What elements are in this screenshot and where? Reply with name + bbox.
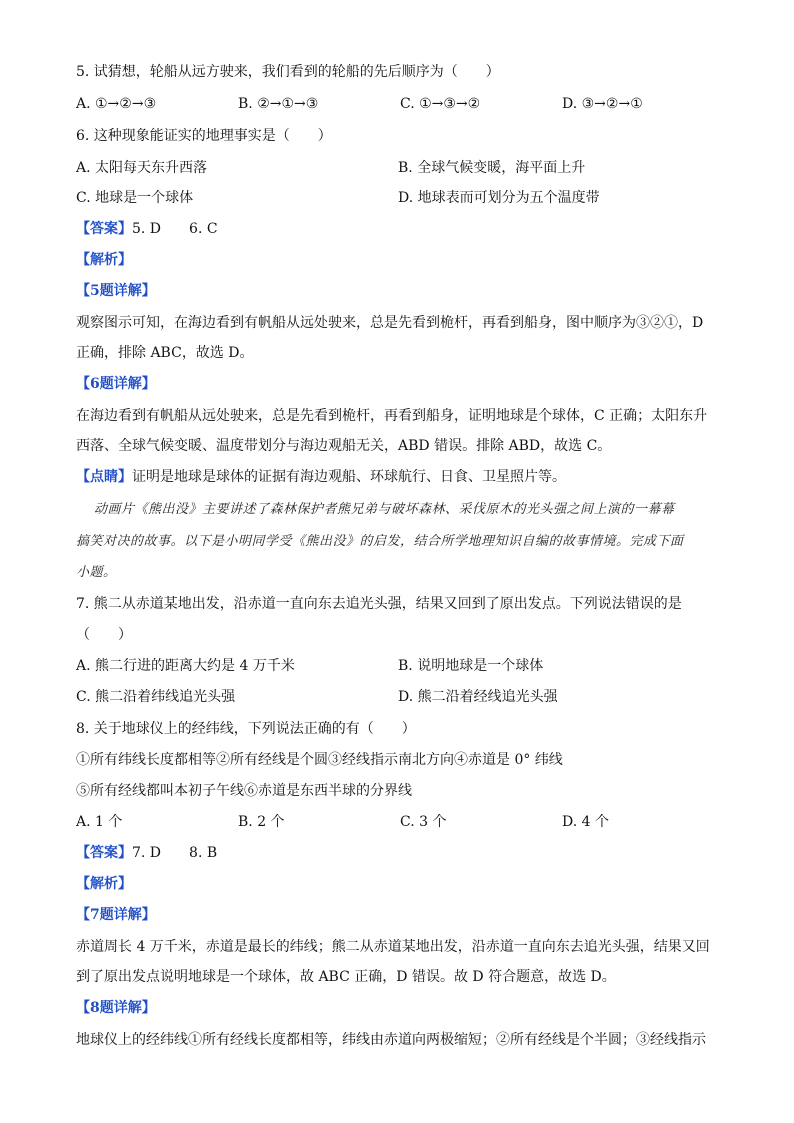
- answer-block-2: [76, 843, 217, 863]
- detail-6-line-2: 西落、全球气候变暖、温度带划分与海边观船无关，ABD 错误。排除 ABD，故选 C。: [76, 438, 612, 454]
- question-5-option-c: C. ①→③→②: [400, 96, 481, 112]
- tip-block: [76, 467, 566, 487]
- question-5-option-b: B. ②→①→③: [238, 96, 319, 112]
- answer-value: 7. D 8. B: [132, 845, 218, 861]
- detail-5-label: 【5题详解】: [76, 283, 156, 299]
- question-5-option-d: D. ③→②→①: [562, 96, 643, 112]
- answer-label: 【答案】: [76, 221, 132, 237]
- question-7-stem-line-1: 7. 熊二从赤道某地出发，沿赤道一直向东去追光头强，结果又回到了原出发点。下列说法错误的是: [76, 596, 682, 612]
- analysis-label: 【解析】: [76, 252, 132, 268]
- question-8-option-d: D. 4 个: [562, 814, 609, 830]
- question-6-option-a: A. 太阳每天东升西落: [76, 160, 208, 176]
- detail-8-line-1: 地球仪上的经纬线①所有经线长度都相等，纬线由赤道向两极缩短；②所有经线是个半圆；③经线指示: [76, 1032, 706, 1048]
- question-7-option-d: D. 熊二沿着经线追光头强: [398, 689, 558, 705]
- answer-value: 5. D 6. C: [132, 221, 218, 237]
- detail-8-label: 【8题详解】: [76, 1000, 156, 1016]
- question-6-stem: 6. 这种现象能证实的地理事实是（ ）: [76, 128, 332, 144]
- analysis-label: 【解析】: [76, 876, 132, 892]
- question-8-option-a: A. 1 个: [76, 814, 123, 830]
- question-6-option-d: D. 地球表而可划分为五个温度带: [398, 190, 600, 206]
- detail-7-label: 【7题详解】: [76, 907, 156, 923]
- answer-block-1: [76, 219, 218, 239]
- tip-label: 【点睛】: [76, 469, 132, 485]
- passage-line-2: 搞笑对决的故事。以下是小明同学受《熊出没》的启发，结合所学地理知识自编的故事情境。完成下面: [76, 534, 684, 549]
- question-7-stem-line-2: （ ）: [76, 627, 132, 643]
- question-6-option-c: C. 地球是一个球体: [76, 190, 194, 206]
- question-8-statements-line-1: ①所有纬线长度都相等②所有经线是个圆③经线指示南北方向④赤道是 0° 纬线: [76, 752, 563, 768]
- question-8-stem: 8. 关于地球仪上的经纬线，下列说法正确的有（ ）: [76, 721, 416, 737]
- detail-6-line-1: 在海边看到有帆船从远处驶来，总是先看到桅杆，再看到船身，证明地球是个球体，C 正确；太阳东升: [76, 408, 708, 424]
- detail-5-line-1: 观察图示可知，在海边看到有帆船从远处驶来，总是先看到桅杆，再看到船身，图中顺序为③②①，D: [76, 315, 704, 331]
- question-6-option-b: B. 全球气候变暖，海平面上升: [398, 160, 586, 176]
- tip-text: 证明是地球是球体的证据有海边观船、环球航行、日食、卫星照片等。: [132, 469, 566, 485]
- detail-7-line-1: 赤道周长 4 万千米，赤道是最长的纬线；熊二从赤道某地出发，沿赤道一直向东去追光头强，结果又回: [76, 939, 710, 955]
- detail-5-line-2: 正确，排除 ABC，故选 D。: [76, 345, 254, 361]
- question-8-statements-line-2: ⑤所有经线都叫本初子午线⑥赤道是东西半球的分界线: [76, 783, 412, 799]
- question-7-option-b: B. 说明地球是一个球体: [398, 658, 544, 674]
- question-7-option-a: A. 熊二行进的距离大约是 4 万千米: [76, 658, 295, 674]
- detail-7-line-2: 到了原出发点说明地球是一个球体，故 ABC 正确，D 错误。故 D 符合题意，故选 D。: [76, 969, 616, 985]
- detail-6-label: 【6题详解】: [76, 376, 156, 392]
- question-8-option-b: B. 2 个: [238, 814, 285, 830]
- question-8-option-c: C. 3 个: [400, 814, 447, 830]
- question-7-option-c: C. 熊二沿着纬线追光头强: [76, 689, 236, 705]
- passage-line-1: 动画片《熊出没》主要讲述了森林保护者熊兄弟与破坏森林、采伐原木的光头强之间上演的一幕幕: [94, 502, 675, 517]
- passage-line-3: 小题。: [76, 565, 117, 580]
- question-5-stem: 5. 试猜想，轮船从远方驶来，我们看到的轮船的先后顺序为（ ）: [76, 64, 500, 80]
- answer-label: 【答案】: [76, 845, 132, 861]
- question-5-option-a: A. ①→②→③: [76, 96, 157, 112]
